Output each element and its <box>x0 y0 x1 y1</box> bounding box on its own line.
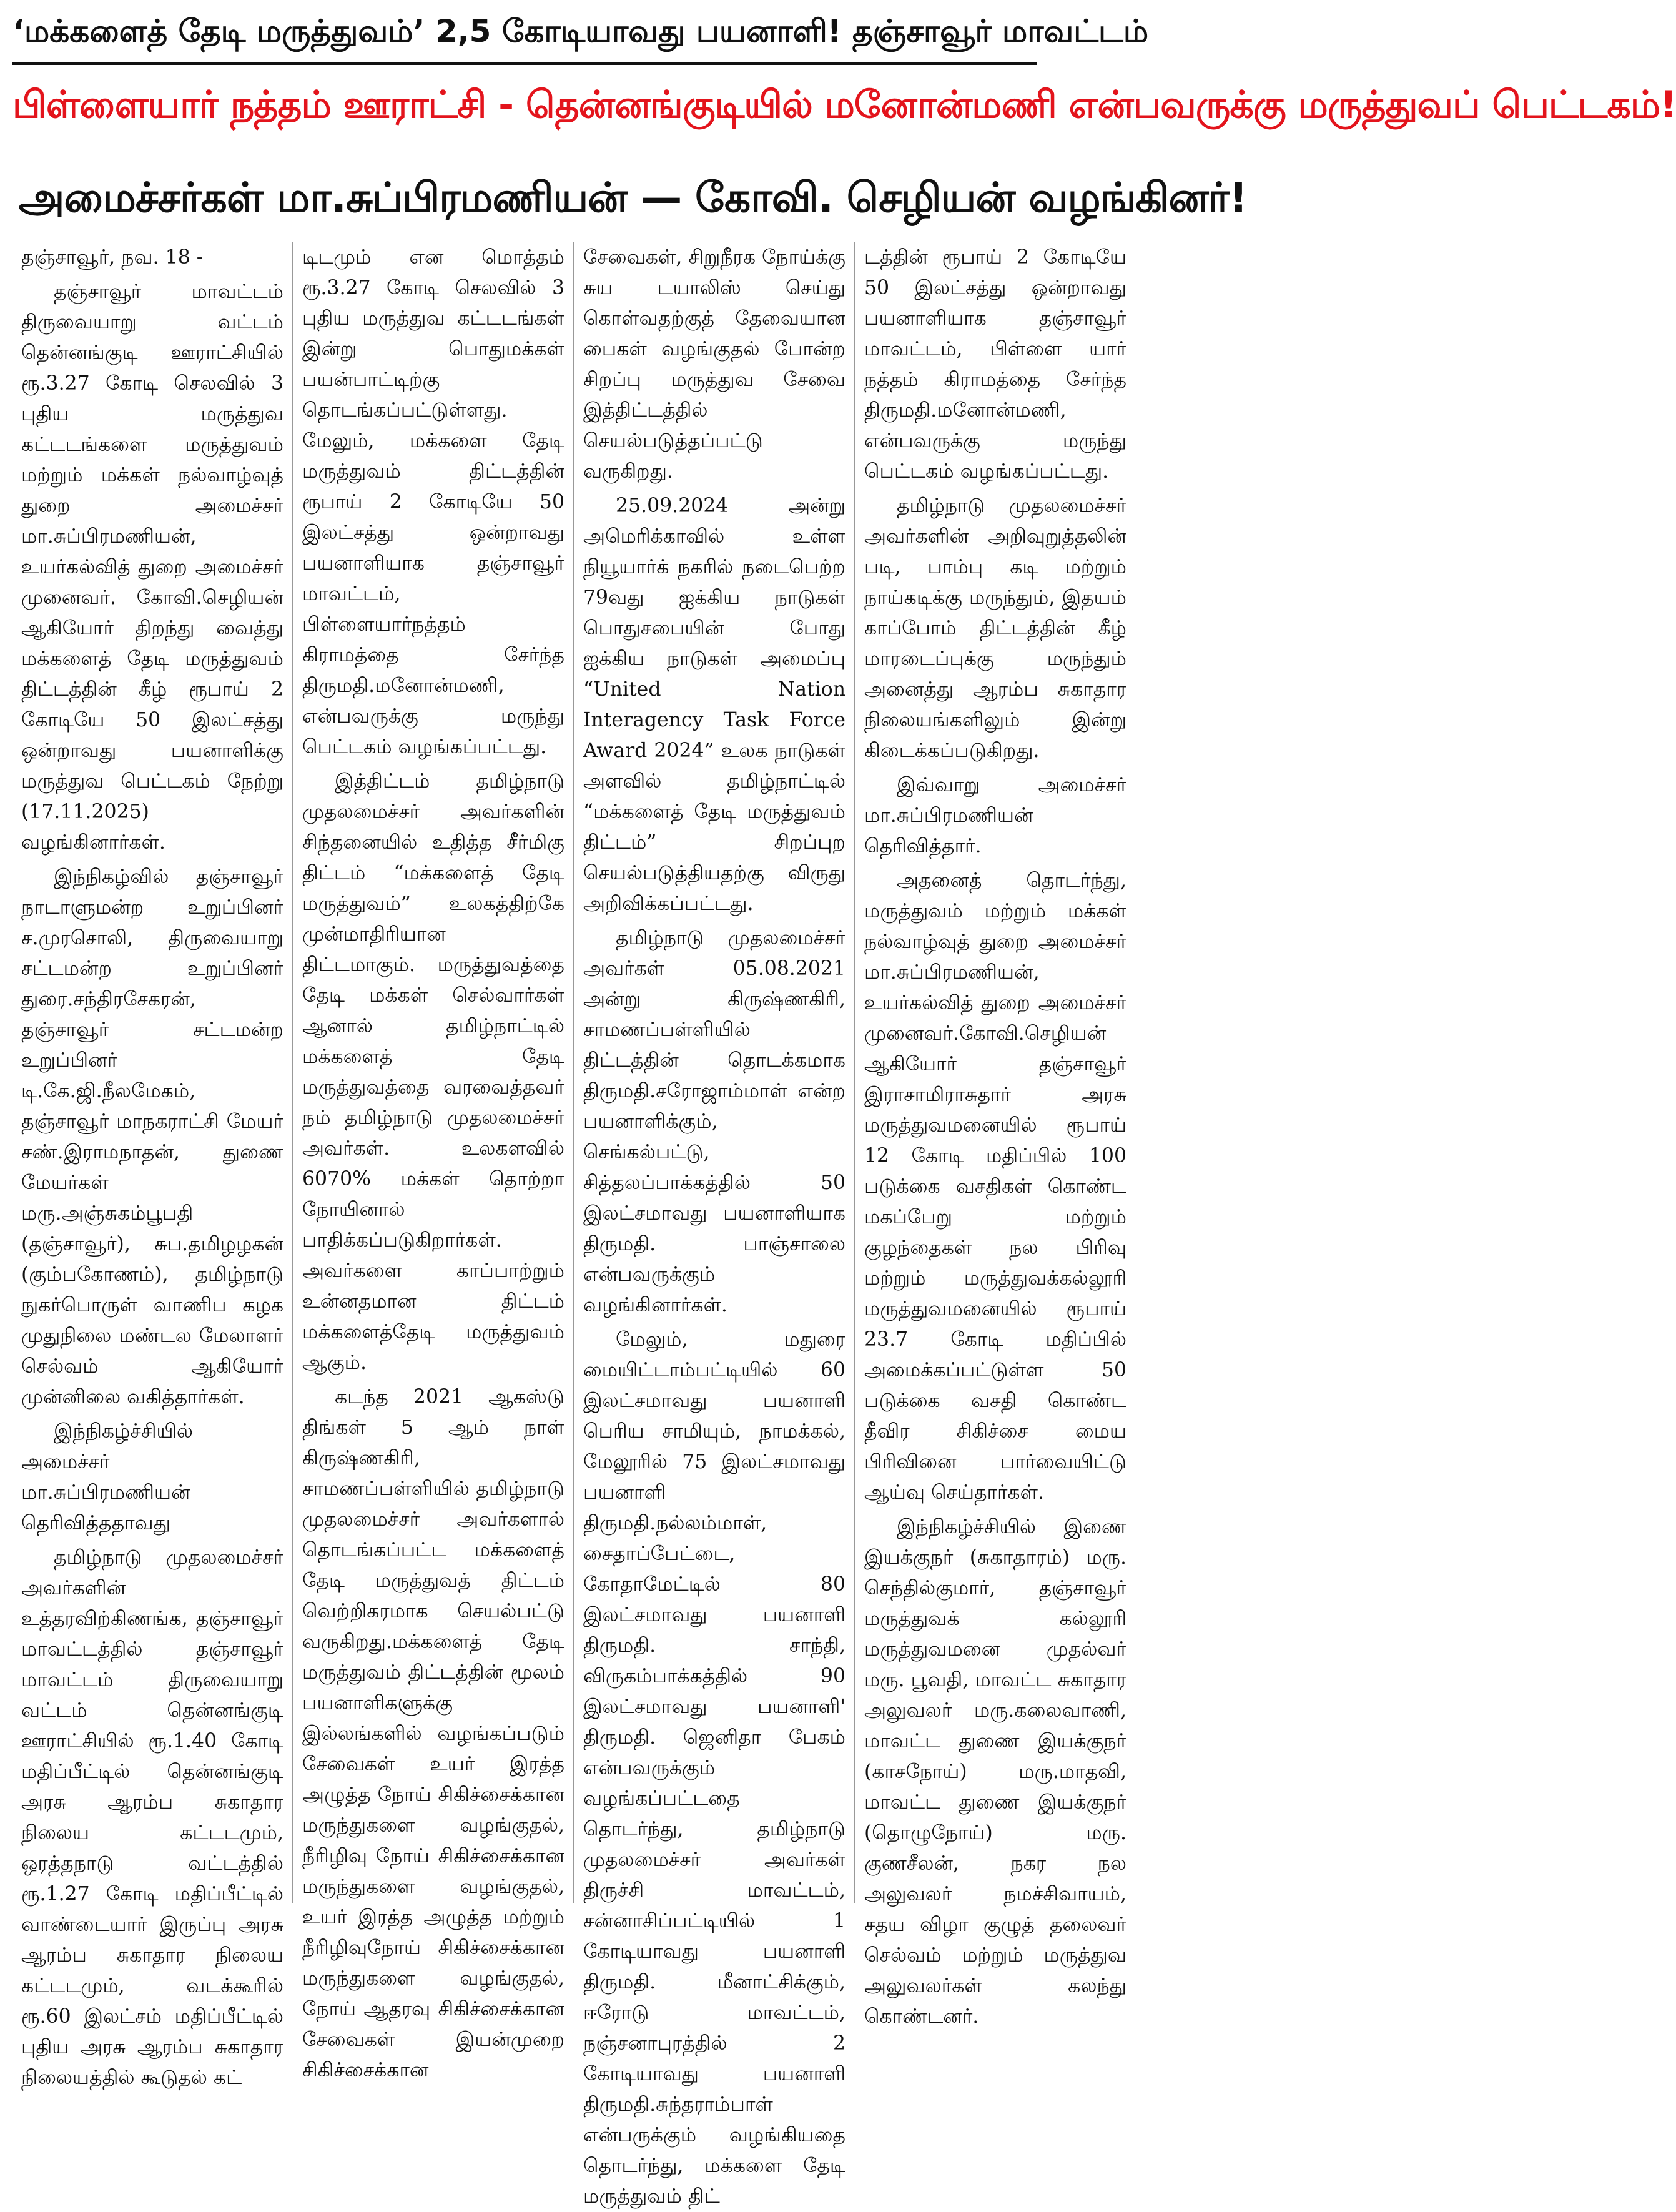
paragraph: தஞ்சாவூர் மாவட்டம் திருவையாறு வட்டம் தென்னங்குடி ஊராட்சியில் ரூ.3.27 கோடி செலவில் 3 புதிய மருத்துவ கட்டடங்களை மருத்துவம் மற்றும் மக்கள் நல்வாழ்வுத் துறை அமைச்சர் மா.சுப்பிரமணியன், உயர்கல்வித் துறை அமைச்சர் முனைவர். கோவி.செழியன் ஆகியோர் திறந்து வைத்து மக்களைத் தேடி மருத்துவம் திட்டத்தின் கீழ் ரூபாய் 2 கோடியே 50 இலட்சத்து ஒன்றாவது பயனாளிக்கு மருத்துவ பெட்டகம் நேற்று (17.11.2025) வழங்கினார்கள். <box>21 280 283 854</box>
paragraph: டிடமும் என மொத்தம் ரூ.3.27 கோடி செலவில் 3 புதிய மருத்துவ கட்டடங்கள் இன்று பொதுமக்கள் பயன்பாட்டிற்கு தொடங்கப்பட்டுள்ளது. மேலும், மக்களை தேடி மருத்துவம் திட்டத்தின் ரூபாய் 2 கோடியே 50 இலட்சத்து ஒன்றாவது பயனாளியாக தஞ்சாவூர் மாவட்டம், பிள்ளையார்நத்தம் கிராமத்தை சேர்ந்த திருமதி.மனோன்மணி, என்பவருக்கு மருந்து பெட்டகம் வழங்கப்பட்டது. <box>302 246 564 758</box>
headline-banner <box>12 66 1676 144</box>
paragraph: இந்நிகழ்ச்சியில் இணை இயக்குநர் (சுகாதாரம்) மரு. செந்தில்குமார், தஞ்சாவூர் மருத்துவக் கல்லூரி மருத்துவமனை முதல்வர் மரு. பூவதி, மாவட்ட சுகாதார அலுவலர் மரு.கலைவாணி, மாவட்ட துணை இயக்குநர் (காசநோய்) மரு.மாதவி, மாவட்ட துணை இயக்குநர் (தொழுநோய்) மரு. குணசீலன், நகர நல அலுவலர் நமச்சிவாயம், சதய விழா குழுத் தலைவர் செல்வம் மற்றும் மருத்துவ அலுவலர்கள் கலந்து கொண்டனர். <box>864 1516 1126 2028</box>
paragraph: தமிழ்நாடு முதலமைச்சர் அவர்கள் 05.08.2021 அன்று கிருஷ்ணகிரி, சாமணப்பள்ளியில் திட்டத்தின் தொடக்கமாக திருமதி.சரோஜாம்மாள் என்ற பயனாளிக்கும், செங்கல்பட்டு, சித்தலப்பாக்கத்தில் 50 இலட்சமாவது பயனாளியாக திருமதி. பாஞ்சாலை என்பவருக்கும் வழங்கினார்கள். <box>583 927 845 1316</box>
paragraph: மேலும், மதுரை மையிட்டாம்பட்டியில் 60 இலட்சமாவது பயனாளி பெரிய சாமியும், நாமக்கல், மேலூரில் 75 இலட்சமாவது பயனாளி திருமதி.நல்லம்மாள், சைதாப்பேட்டை, கோதாமேட்டில் 80 இலட்சமாவது பயனாளி திருமதி. சாந்தி, விருகம்பாக்கத்தில் 90 இலட்சமாவது பயனாளி' திருமதி. ஜெனிதா பேகம் என்பவருக்கும் வழங்கப்பட்டதை தொடர்ந்து, தமிழ்நாடு முதலமைச்சர் அவர்கள் திருச்சி மாவட்டம், சன்னாசிப்பட்டியில் 1 கோடியாவது பயனாளி திருமதி. மீனாட்சிக்கும், ஈரோடு மாவட்டம், நஞ்சனாபுரத்தில் 2 கோடியாவது பயனாளி திருமதி.சுந்தராம்பாள் என்பருக்கும் வழங்கியதை தொடர்ந்து, மக்களை தேடி மருத்துவம் திட் <box>583 1328 845 2208</box>
article-body <box>12 242 1135 2208</box>
dateline: தஞ்சாவூர், நவ. 18 - <box>21 246 204 269</box>
article-column-1 <box>12 242 292 2089</box>
paragraph: கடந்த 2021 ஆகஸ்டு திங்கள் 5 ஆம் நாள் கிருஷ்ணகிரி, சாமணப்பள்ளியில் தமிழ்நாடு முதலமைச்சர் அவர்களால் தொடங்கப்பட்ட மக்களைத் தேடி மருத்துவத் திட்டம் வெற்றிகரமாக செயல்பட்டு வருகிறது.மக்களைத் தேடி மருத்துவம் திட்டத்தின் மூலம் பயனாளிகளுக்கு இல்லங்களில் வழங்கப்படும் சேவைகள் உயர் இரத்த அழுத்த நோய் சிகிச்சைக்கான மருந்துகளை வழங்குதல், நீரிழிவு நோய் சிகிச்சைக்கான மருந்துகளை வழங்குதல், உயர் இரத்த அழுத்த மற்றும் நீரிழிவுநோய் சிகிச்சைக்கான மருந்துகளை வழங்குதல், நோய் ஆதரவு சிகிச்சைக்கான சேவைகள் இயன்முறை சிகிச்சைக்கான <box>302 1386 564 2081</box>
paragraph: இவ்வாறு அமைச்சர் மா.சுப்பிரமணியன் தெரிவித்தார். <box>864 774 1126 857</box>
paragraph: டத்தின் ரூபாய் 2 கோடியே 50 இலட்சத்து ஒன்றாவது பயனாளியாக தஞ்சாவூர் மாவட்டம், பிள்ளை யார் நத்தம் கிராமத்தை சேர்ந்த திருமதி.மனோன்மணி, என்பவருக்கு மருந்து பெட்டகம் வழங்கப்பட்டது. <box>864 246 1126 483</box>
paragraph: தமிழ்நாடு முதலமைச்சர் அவர்களின் உத்தரவிற்கிணங்க, தஞ்சாவூர் மாவட்டத்தில் தஞ்சாவூர் மாவட்டம் திருவையாறு வட்டம் தென்னங்குடி ஊராட்சியில் ரூ.1.40 கோடி மதிப்பீட்டில் தென்னங்குடி அரசு ஆரம்ப சுகாதார நிலைய கட்டடமும், ஒரத்தநாடு வட்டத்தில் ரூ.1.27 கோடி மதிப்பீட்டில் வாண்டையார் இருப்பு அரசு ஆரம்ப சுகாதார நிலைய கட்டடமும், வடக்கூரில் ரூ.60 இலட்சம் மதிப்பீட்டில் புதிய அரசு ஆரம்ப சுகாதார நிலையத்தில் கூடுதல் கட் <box>21 1546 283 2089</box>
article-column-2 <box>292 242 573 2081</box>
paragraph: சேவைகள், சிறுநீரக நோய்க்கு சுய டயாலிஸ் செய்து கொள்வதற்குத் தேவையான பைகள் வழங்குதல் போன்ற சிறப்பு மருத்துவ சேவை இத்திட்டத்தில் செயல்படுத்தப்பட்டு வருகிறது. <box>583 246 845 483</box>
article-column-3 <box>573 242 854 2208</box>
paragraph: இந்நிகழ்ச்சியில் அமைச்சர் மா.சுப்பிரமணியன் தெரிவித்ததாவது <box>21 1420 194 1534</box>
paragraph: அதனைத் தொடர்ந்து, மருத்துவம் மற்றும் மக்கள் நல்வாழ்வுத் துறை அமைச்சர் மா.சுப்பிரமணியன், உயர்கல்வித் துறை அமைச்சர் முனைவர்.கோவி.செழியன் ஆகியோர் தஞ்சாவூர் இராசாமிராசுதார் அரசு மருத்துவமனையில் ரூபாய் 12 கோடி மதிப்பில் 100 படுக்கை வசதிகள் கொண்ட மகப்பேறு மற்றும் குழந்தைகள் நல பிரிவு மற்றும் மருத்துவக்கல்லூரி மருத்துவமனையில் ரூபாய் 23.7 கோடி மதிப்பில் அமைக்கப்பட்டுள்ள 50 படுக்கை வசதி கொண்ட தீவிர சிகிச்சை மைய பிரிவினை பார்வையிட்டு ஆய்வு செய்தார்கள். <box>864 869 1126 1504</box>
headline-banner-text: பிள்ளையார் நத்தம் ஊராட்சி - தென்னங்குடியில் மனோன்மணி என்பவருக்கு மருத்துவப் பெட்டகம்! <box>12 83 1676 127</box>
paragraph: 25.09.2024 அன்று அமெரிக்காவில் உள்ள நியூயார்க் நகரில் நடைபெற்ற 79வது ஐக்கிய நாடுகள் பொதுசபையின் போது ஐக்கிய நாடுகள் அமைப்பு “United Nation Interagency Task Force Award 2024” உலக நாடுகள் அளவில் தமிழ்நாட்டில் “மக்களைத் தேடி மருத்துவம் திட்டம்” சிறப்புற செயல்படுத்தியதற்கு விருது அறிவிக்கப்பட்டது. <box>583 495 845 915</box>
paragraph: இத்திட்டம் தமிழ்நாடு முதலமைச்சர் அவர்களின் சிந்தனையில் உதித்த சீர்மிகு திட்டம் “மக்களைத் தேடி மருத்துவம்” உலகத்திற்கே முன்மாதிரியான திட்டமாகும். மருத்துவத்தை தேடி மக்கள் செல்வார்கள் ஆனால் தமிழ்நாட்டில் மக்களைத் தேடி மருத்துவத்தை வரவைத்தவர் நம் தமிழ்நாடு முதலமைச்சர் அவர்கள். உலகளவில் 6070% மக்கள் தொற்றா நோயினால் பாதிக்கப்படுகிறார்கள். அவர்களை காப்பாற்றும் உன்னதமான திட்டம் மக்களைத்தேடி மருத்துவம் ஆகும். <box>302 770 564 1374</box>
paragraph: தமிழ்நாடு முதலமைச்சர் அவர்களின் அறிவுறுத்தலின் படி, பாம்பு கடி மற்றும் நாய்கடிக்கு மருந்தும், இதயம் காப்போம் திட்டத்தின் கீழ் மாரடைப்புக்கு மருந்தும் அனைத்து ஆரம்ப சுகாதார நிலையங்களிலும் இன்று கிடைக்கப்படுகிறது. <box>864 495 1126 762</box>
headline-kicker: ‘மக்களைத் தேடி மருத்துவம்’ 2,5 கோடியாவது பயனாளி! தஞ்சாவூர் மாவட்டம் <box>12 0 1037 65</box>
paragraph: இந்நிகழ்வில் தஞ்சாவூர் நாடாளுமன்ற உறுப்பினர் ச.முரசொலி, திருவையாறு சட்டமன்ற உறுப்பினர் துரை.சந்திரசேகரன், தஞ்சாவூர் சட்டமன்ற உறுப்பினர் டி.கே.ஜி.நீலமேகம், தஞ்சாவூர் மாநகராட்சி மேயர் சண்.இராமநாதன், துணை மேயர்கள் மரு.அஞ்சுகம்பூபதி (தஞ்சாவூர்), சுப.தமிழழகன் (கும்பகோணம்), தமிழ்நாடு நுகர்பொருள் வாணிப கழக முதுநிலை மண்டல மேலாளர் செல்வம் ஆகியோர் முன்னிலை வகித்தார்கள். <box>21 866 283 1408</box>
article-column-4 <box>854 242 1135 2028</box>
headline-subhead: அமைச்சர்கள் மா.சுப்பிரமணியன் — கோவி. செழியன் வழங்கினர்! <box>19 174 1248 222</box>
